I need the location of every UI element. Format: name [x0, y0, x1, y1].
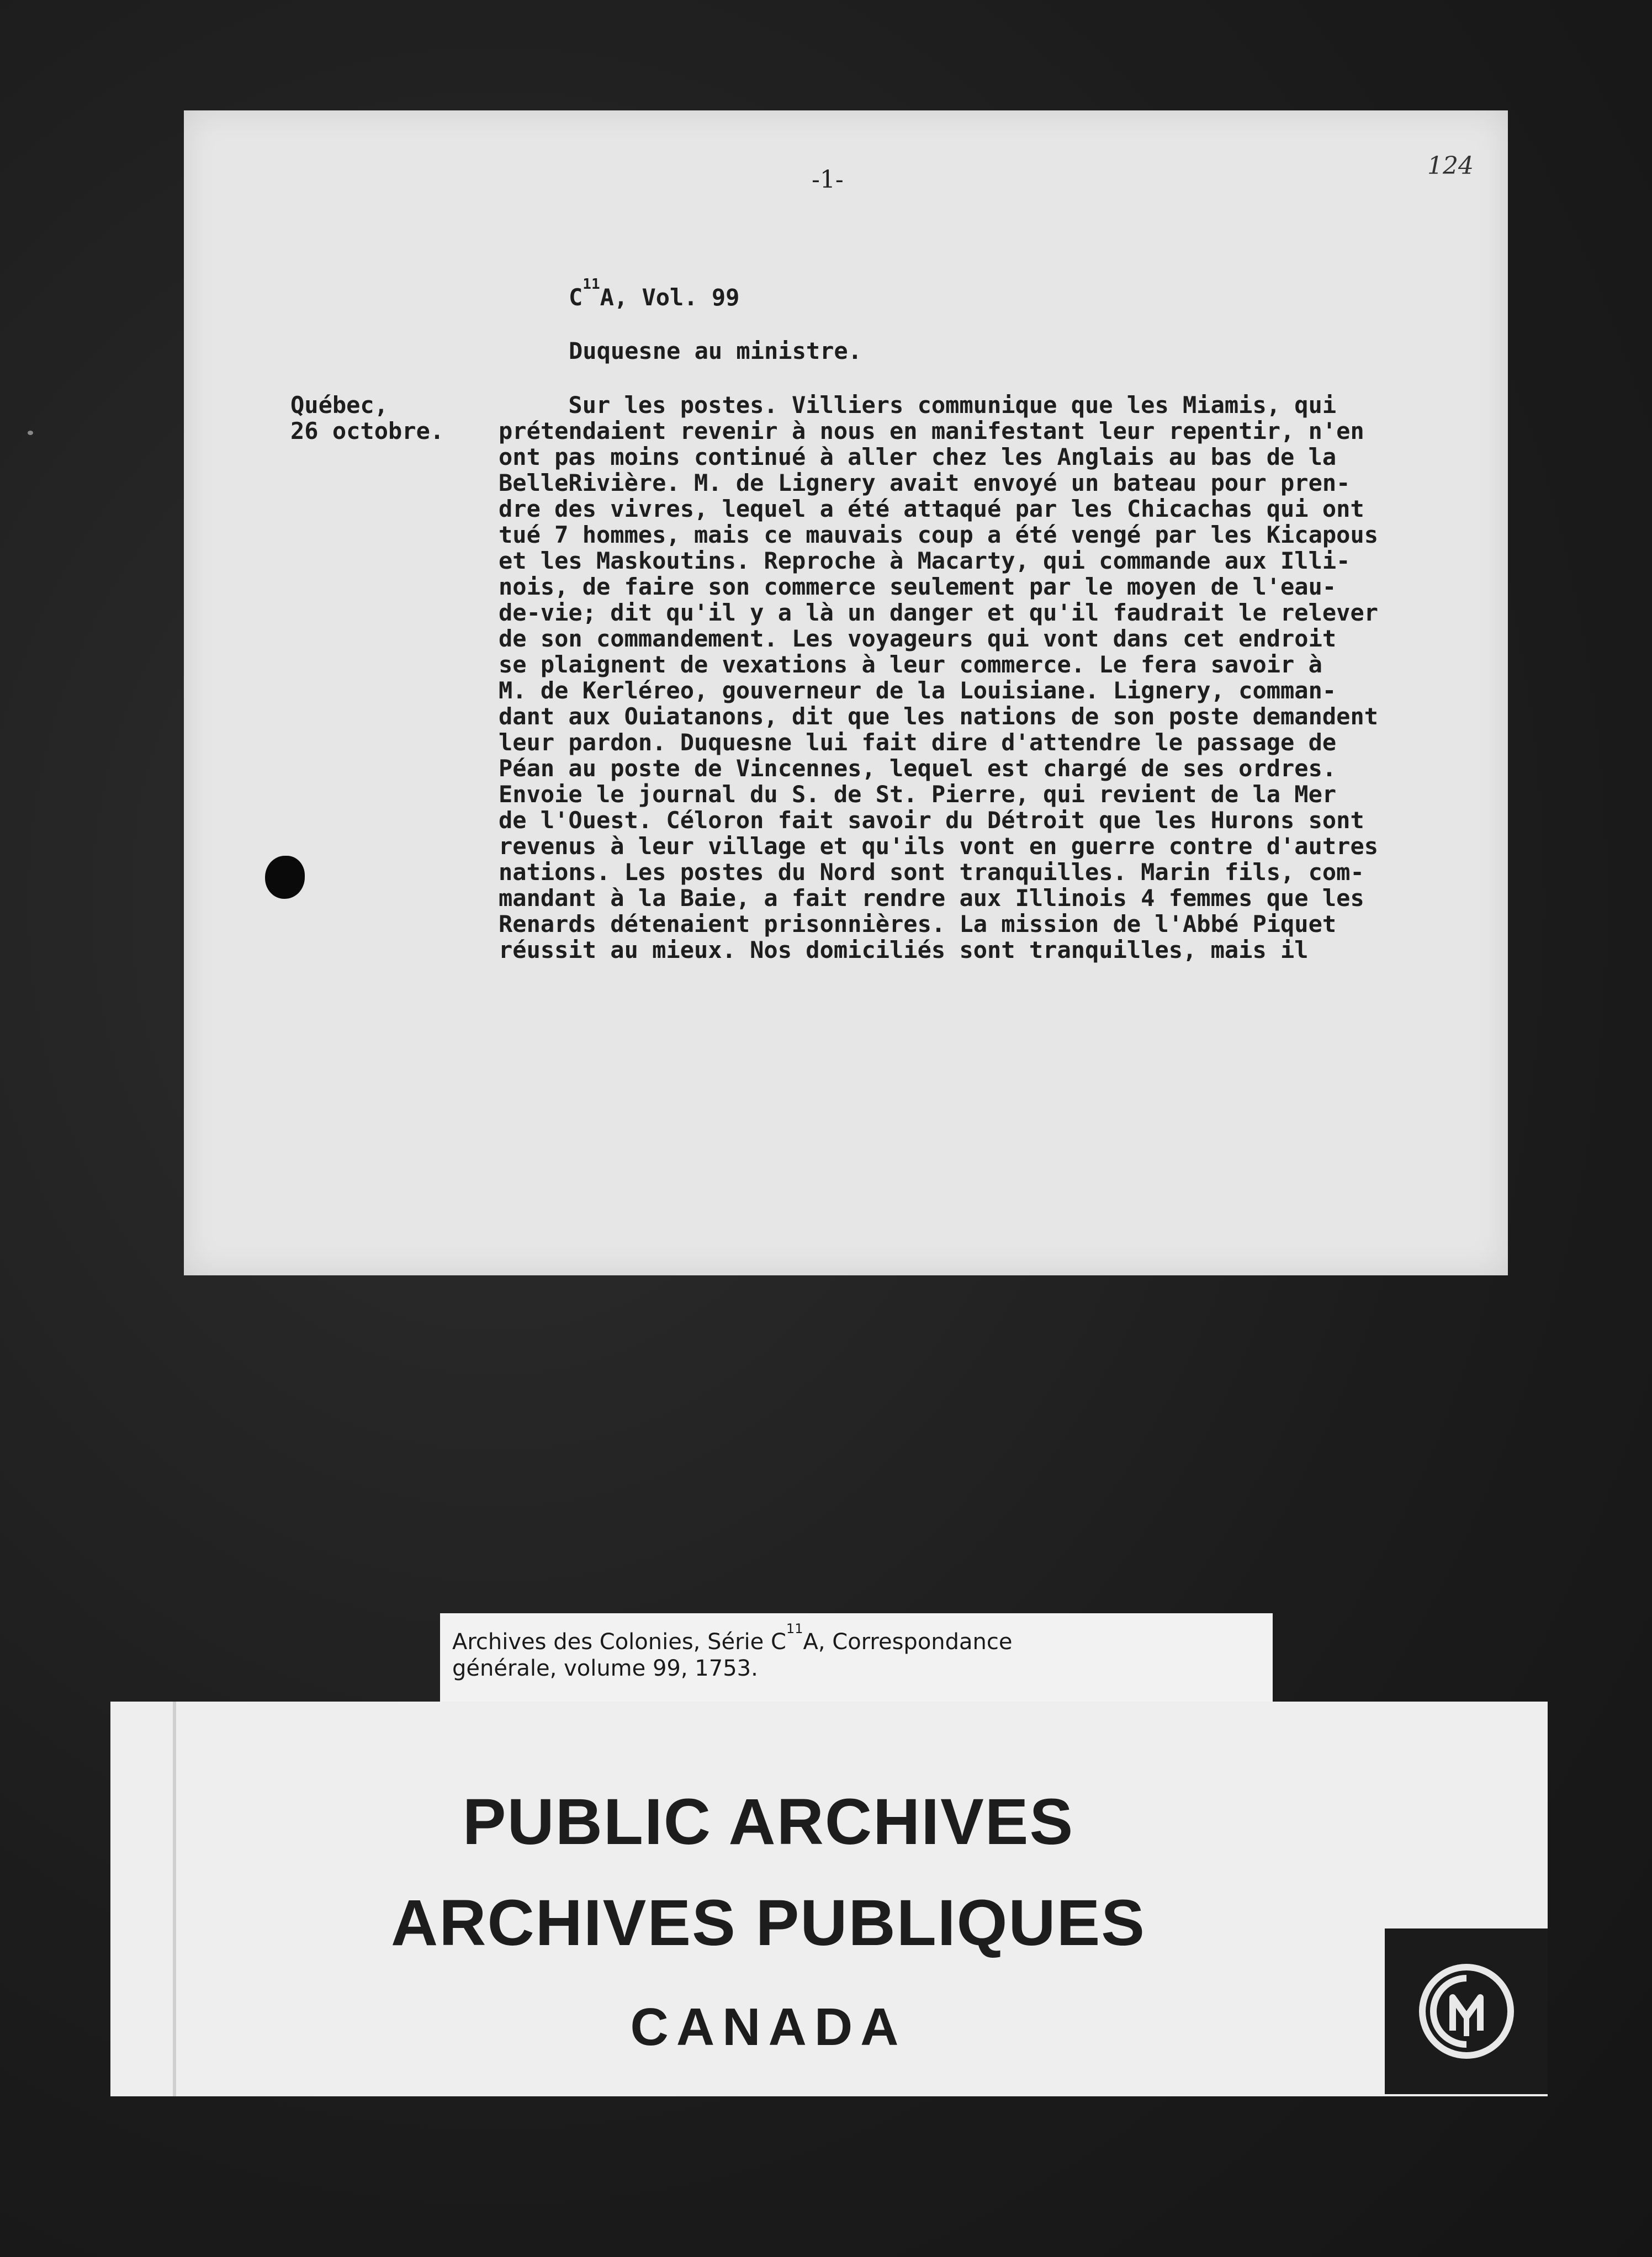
banner-title-french: ARCHIVES PUBLIQUES — [391, 1887, 1146, 1959]
reference-suffix: A, Vol. 99 — [600, 284, 740, 311]
archives-logo-icon — [1385, 1928, 1548, 2094]
reference-prefix: C — [569, 284, 583, 311]
margin-note: Québec, 26 octobre. — [290, 391, 444, 444]
archives-logo-graphic — [1414, 1959, 1519, 2064]
page-number: -1- — [812, 166, 844, 194]
banner-country: CANADA — [630, 1998, 907, 2057]
caption-line-2: générale, volume 99, 1753. — [452, 1656, 758, 1681]
banner-title-english: PUBLIC ARCHIVES — [462, 1786, 1074, 1858]
reference-superscript: 11 — [583, 276, 600, 293]
caption-suffix: A, Correspondance — [803, 1629, 1013, 1655]
letter-heading: Duquesne au ministre. — [569, 337, 862, 364]
caption-prefix: Archives des Colonies, Série C — [452, 1629, 786, 1655]
body-text: Sur les postes. Villiers communique que les Miamis, qui prétendaient revenir à nous en manifestant leur repentir, n'en ont pas moins continué à aller chez les Anglais au bas de la BelleRivière. M. de Lignery avait envoyé un bateau pour pren- dre des vivres, lequel a été attaqué par les Chicachas qui ont tué 7 hommes, mais ce mauvais coup a été vengé par les Kicapous et les Maskoutins. Reproche à Macarty, qui commande aux Illi- nois, de faire son commerce seulement par le moyen de l'eau- de-vie; dit qu'il y a là un danger et qu'il faudrait le relever de son commandement. Les voyageurs qui vont dans cet endroit se plaignent de vexations à leur commerce. Le fera savoir à M. de Kerléreo, gouverneur de la Louisiane. Lignery, comman- dant aux Ouiatanons, dit que les nations de son poste demandent leur pardon. Duquesne lui fait dire d'attendre le passage de Péan au poste de Vincennes, lequel est chargé de ses ordres. Envoie le journal du S. de St. Pierre, qui revient de la Mer de l'Ouest. Céloron fait savoir du Détroit que les Hurons sont revenus à leur village et qu'ils vont en guerre contre d'autres nations. Les postes du Nord sont tranquilles. Marin fils, com- mandant à la Baie, a fait rendre aux Illinois 4 femmes que les Renards détenaient prisonnières. La mission de l'Abbé Piquet réussit au mieux. Nos domiciliés sont tranquilles, mais il — [499, 391, 1379, 963]
caption-superscript: 11 — [786, 1621, 803, 1636]
volume-reference — [569, 276, 740, 311]
folio-number: 124 — [1427, 152, 1474, 180]
archive-caption — [440, 1613, 1273, 1704]
ink-blot — [265, 856, 305, 899]
archives-banner — [110, 1702, 1548, 2096]
caption-line-1 — [452, 1621, 1273, 1655]
film-speck — [28, 431, 33, 435]
banner-edge — [173, 1702, 176, 2096]
